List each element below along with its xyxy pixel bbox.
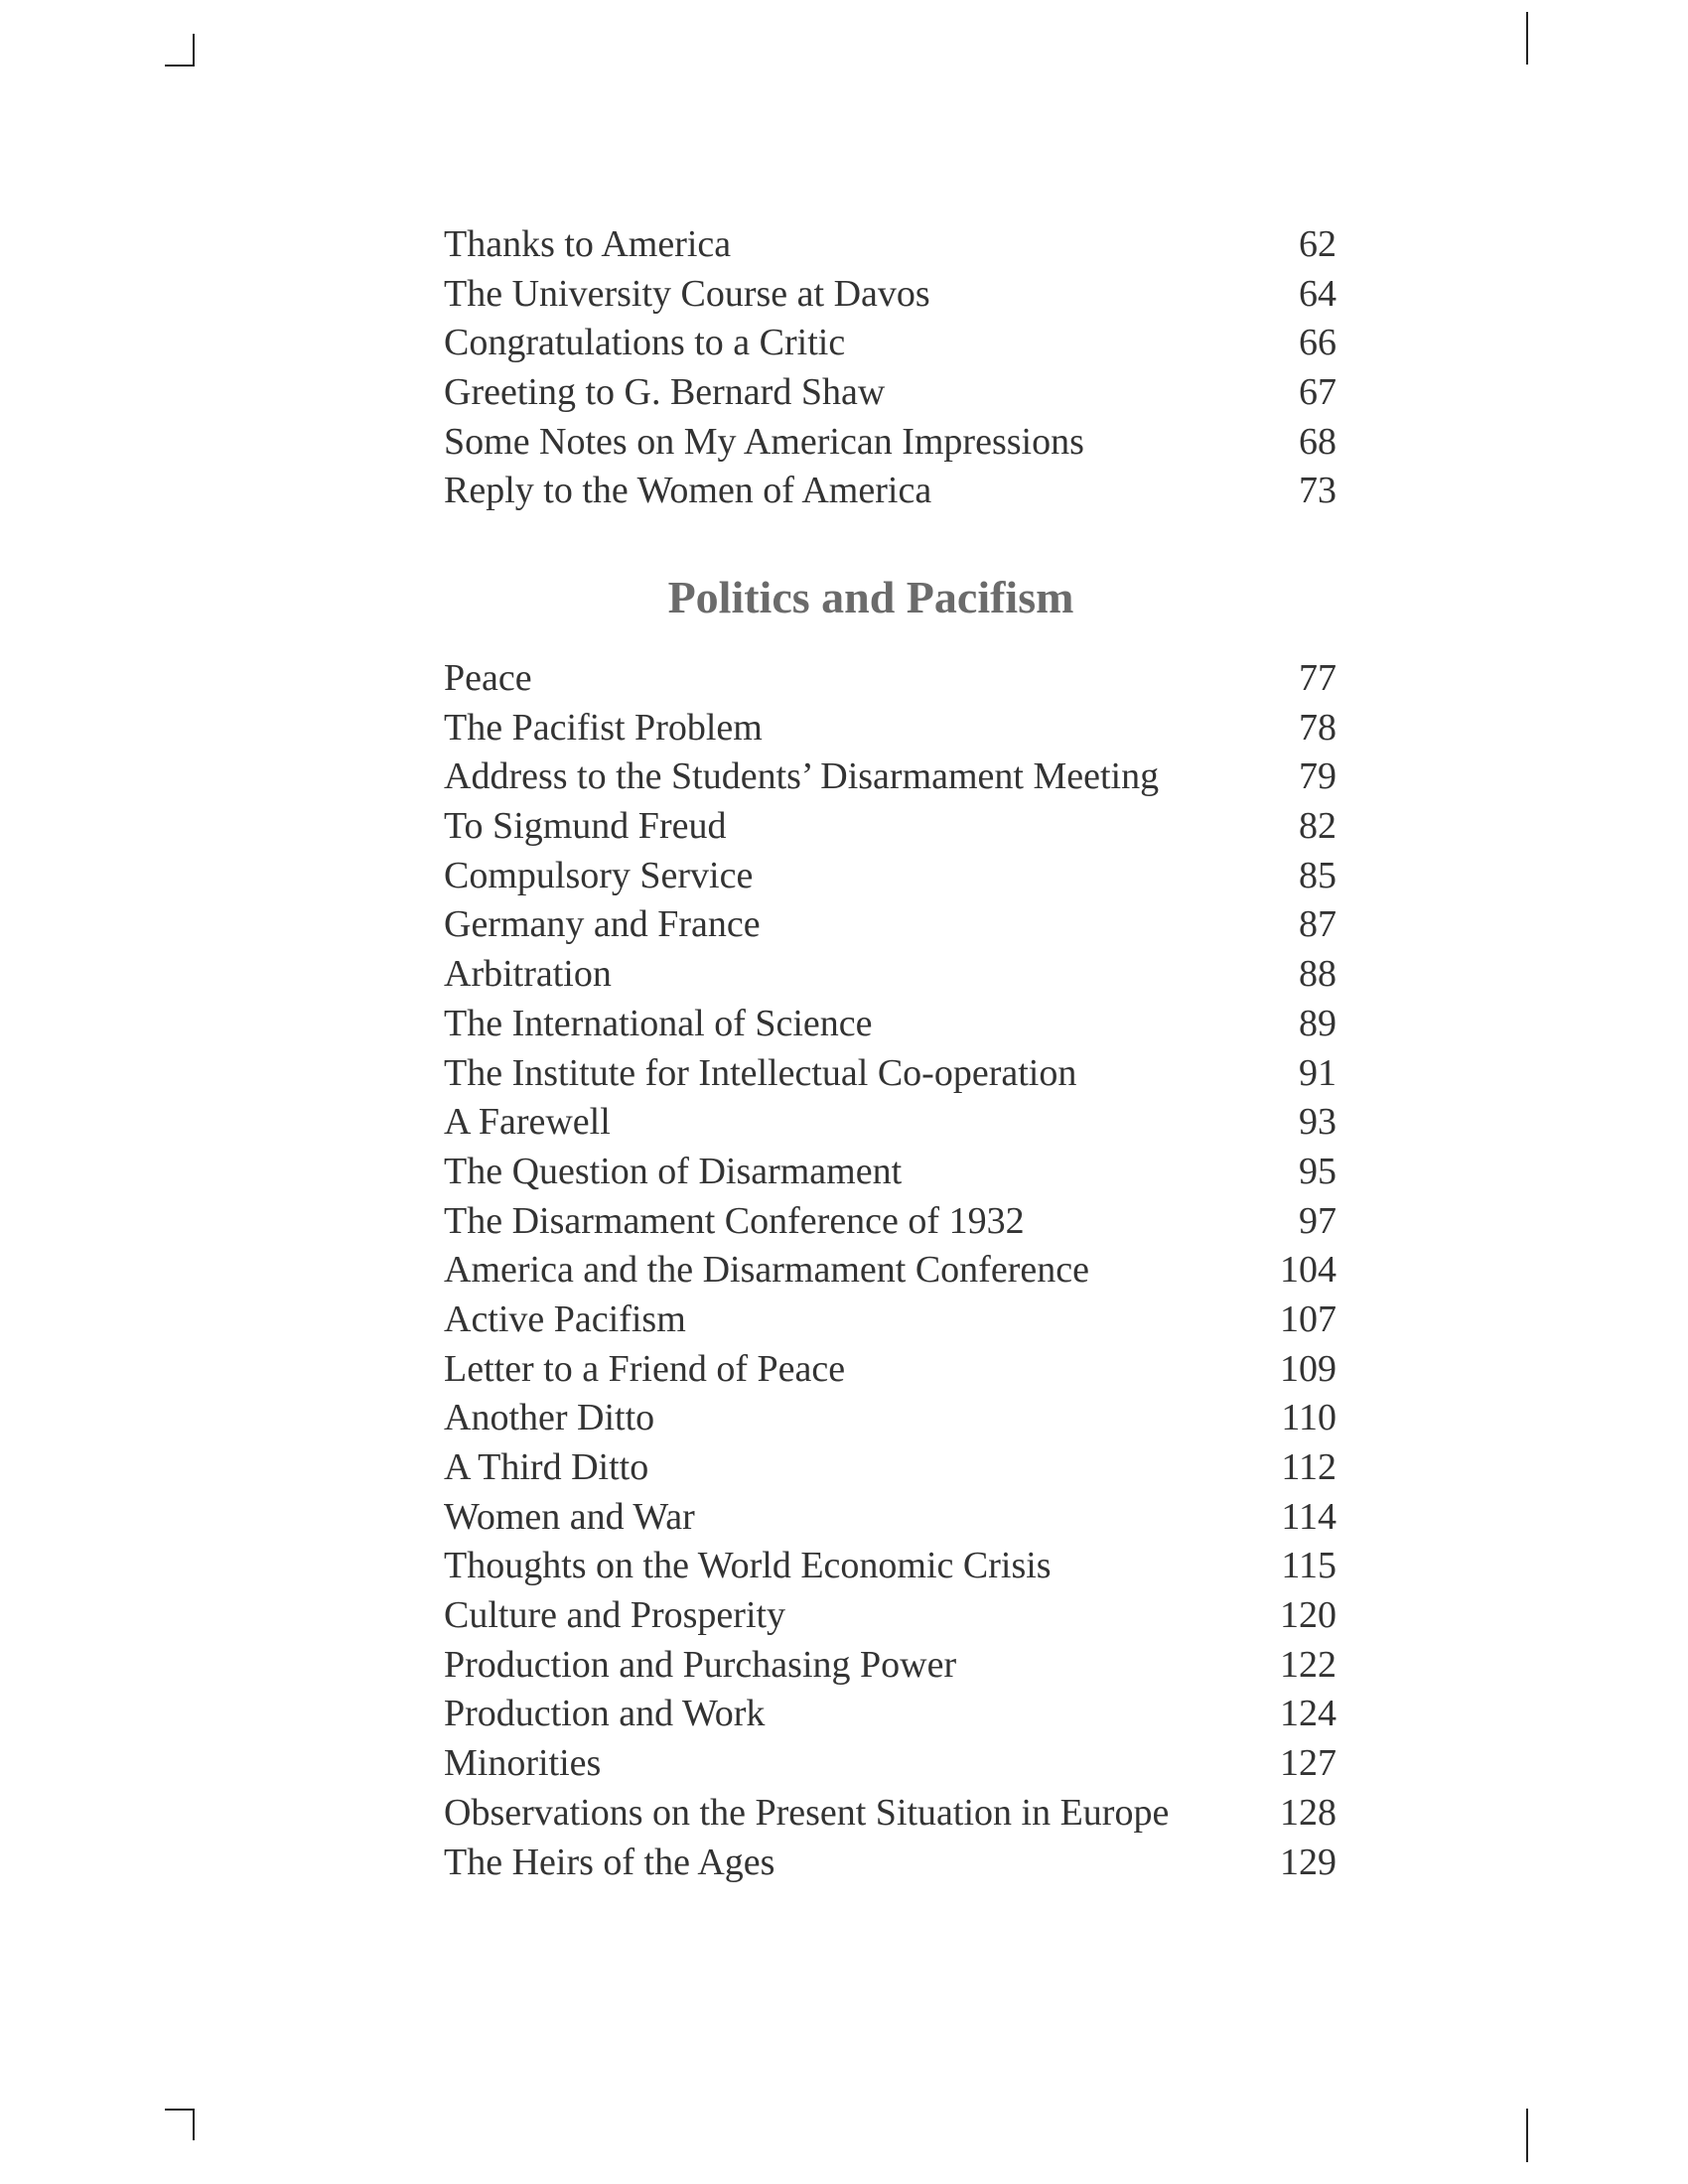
toc-entry-page-number: 66 <box>1299 322 1336 364</box>
toc-entry-title: Thanks to America <box>444 223 732 265</box>
toc-entry-page-number: 68 <box>1299 420 1336 463</box>
toc-entry-title: Germany and France <box>444 903 761 946</box>
toc-entry <box>444 704 1336 753</box>
toc-entry <box>444 1246 1336 1296</box>
toc-entry-title: Congratulations to a Critic <box>444 322 846 364</box>
toc-list <box>444 654 1336 1887</box>
toc-entry-title: Greeting to G. Bernard Shaw <box>444 371 886 414</box>
toc-entry-page-number: 104 <box>1280 1249 1336 1292</box>
crop-mark-top-left <box>165 65 195 67</box>
toc-entry-title: The Pacifist Problem <box>444 706 763 749</box>
toc-entry-title: Reply to the Women of America <box>444 470 932 512</box>
toc-entry-page-number: 78 <box>1299 706 1336 749</box>
toc-entry <box>444 1148 1336 1197</box>
toc-entry <box>444 368 1336 418</box>
toc-entry <box>444 418 1336 468</box>
toc-entry-page-number: 93 <box>1299 1101 1336 1144</box>
toc-entry <box>444 802 1336 852</box>
toc-entry <box>444 1394 1336 1443</box>
toc-entry-title: The Heirs of the Ages <box>444 1841 775 1883</box>
toc-entry-page-number: 87 <box>1299 903 1336 946</box>
toc-entry-title: The University Course at Davos <box>444 272 930 315</box>
toc-entry <box>444 1789 1336 1839</box>
toc-entry-page-number: 129 <box>1280 1841 1336 1883</box>
toc-entry-page-number: 127 <box>1280 1742 1336 1785</box>
toc-entry-title: The International of Science <box>444 1002 873 1044</box>
toc-entry-title: The Institute for Intellectual Co-operation <box>444 1051 1077 1094</box>
toc-entry <box>444 1049 1336 1099</box>
crop-mark-top-right <box>1526 12 1528 65</box>
crop-mark-bottom-left <box>165 2109 195 2111</box>
toc-entry-title: Culture and Prosperity <box>444 1594 786 1637</box>
toc-entry <box>444 852 1336 901</box>
toc-entry-title: Arbitration <box>444 953 612 996</box>
toc-entry-page-number: 91 <box>1299 1051 1336 1094</box>
toc-entry-title: Active Pacifism <box>444 1297 686 1340</box>
toc-entry-page-number: 79 <box>1299 755 1336 798</box>
toc-entry <box>444 1098 1336 1148</box>
toc-entry <box>444 1000 1336 1049</box>
toc-entry <box>444 467 1336 516</box>
toc-entry-page-number: 85 <box>1299 854 1336 896</box>
toc-entry-page-number: 122 <box>1280 1643 1336 1686</box>
toc-list <box>444 220 1336 516</box>
toc-entry <box>444 270 1336 320</box>
toc-entry-page-number: 67 <box>1299 371 1336 414</box>
toc-entry <box>444 1690 1336 1739</box>
toc-entry <box>444 1641 1336 1691</box>
toc-entry-title: Another Ditto <box>444 1397 655 1439</box>
toc-entry-title: The Disarmament Conference of 1932 <box>444 1199 1025 1242</box>
toc-entry-page-number: 73 <box>1299 470 1336 512</box>
toc-entry-page-number: 120 <box>1280 1594 1336 1637</box>
toc-entry <box>444 1591 1336 1641</box>
toc-entry <box>444 654 1336 704</box>
toc-entry-title: Compulsory Service <box>444 854 754 896</box>
toc-entry <box>444 1542 1336 1591</box>
toc-entry <box>444 1296 1336 1345</box>
toc-entry-title: The Question of Disarmament <box>444 1150 903 1192</box>
toc-entry-title: A Third Ditto <box>444 1446 649 1488</box>
toc-entry <box>444 319 1336 368</box>
toc-entry-page-number: 77 <box>1299 657 1336 699</box>
crop-mark-bottom-left <box>193 2109 195 2140</box>
toc-entry-page-number: 128 <box>1280 1791 1336 1834</box>
toc-block-continued <box>444 220 1336 516</box>
toc-entry <box>444 950 1336 1000</box>
toc-entry-page-number: 107 <box>1280 1297 1336 1340</box>
toc-entry <box>444 1739 1336 1789</box>
toc-entry-title: America and the Disarmament Conference <box>444 1249 1089 1292</box>
toc-entry <box>444 900 1336 950</box>
toc-entry-page-number: 97 <box>1299 1199 1336 1242</box>
toc-entry <box>444 1345 1336 1395</box>
section-heading: Politics and Pacifism <box>667 572 1074 622</box>
toc-entry-title: A Farewell <box>444 1101 611 1144</box>
toc-entry-page-number: 95 <box>1299 1150 1336 1192</box>
crop-mark-bottom-right <box>1526 2109 1528 2162</box>
toc-entry-title: Some Notes on My American Impressions <box>444 420 1084 463</box>
toc-entry-title: To Sigmund Freud <box>444 805 727 848</box>
toc-entry-page-number: 64 <box>1299 272 1336 315</box>
crop-mark-top-left <box>193 34 195 67</box>
toc-entry <box>444 1443 1336 1493</box>
toc-block-politics-and-pacifism <box>444 654 1336 1887</box>
toc-entry-page-number: 89 <box>1299 1002 1336 1044</box>
toc-entry-page-number: 110 <box>1281 1397 1336 1439</box>
toc-entry-title: Women and War <box>444 1495 695 1538</box>
toc-entry-title: Peace <box>444 657 532 699</box>
toc-entry-title: Address to the Students’ Disarmament Meeting <box>444 755 1160 798</box>
toc-entry-title: Production and Work <box>444 1693 766 1735</box>
toc-entry <box>444 752 1336 802</box>
toc-entry-page-number: 114 <box>1281 1495 1336 1538</box>
toc-entry <box>444 1493 1336 1543</box>
toc-entry-title: Observations on the Present Situation in Europe <box>444 1791 1170 1834</box>
toc-entry <box>444 1197 1336 1247</box>
toc-entry-title: Letter to a Friend of Peace <box>444 1347 846 1390</box>
toc-entry-page-number: 124 <box>1280 1693 1336 1735</box>
toc-entry-page-number: 115 <box>1281 1545 1336 1587</box>
toc-entry-page-number: 62 <box>1299 223 1336 265</box>
toc-entry-title: Thoughts on the World Economic Crisis <box>444 1545 1052 1587</box>
toc-entry <box>444 1839 1336 1888</box>
toc-entry-page-number: 112 <box>1281 1446 1336 1488</box>
toc-entry-title: Minorities <box>444 1742 602 1785</box>
toc-entry-page-number: 109 <box>1280 1347 1336 1390</box>
toc-entry-page-number: 82 <box>1299 805 1336 848</box>
toc-entry-page-number: 88 <box>1299 953 1336 996</box>
toc-entry-title: Production and Purchasing Power <box>444 1643 957 1686</box>
toc-entry <box>444 220 1336 270</box>
